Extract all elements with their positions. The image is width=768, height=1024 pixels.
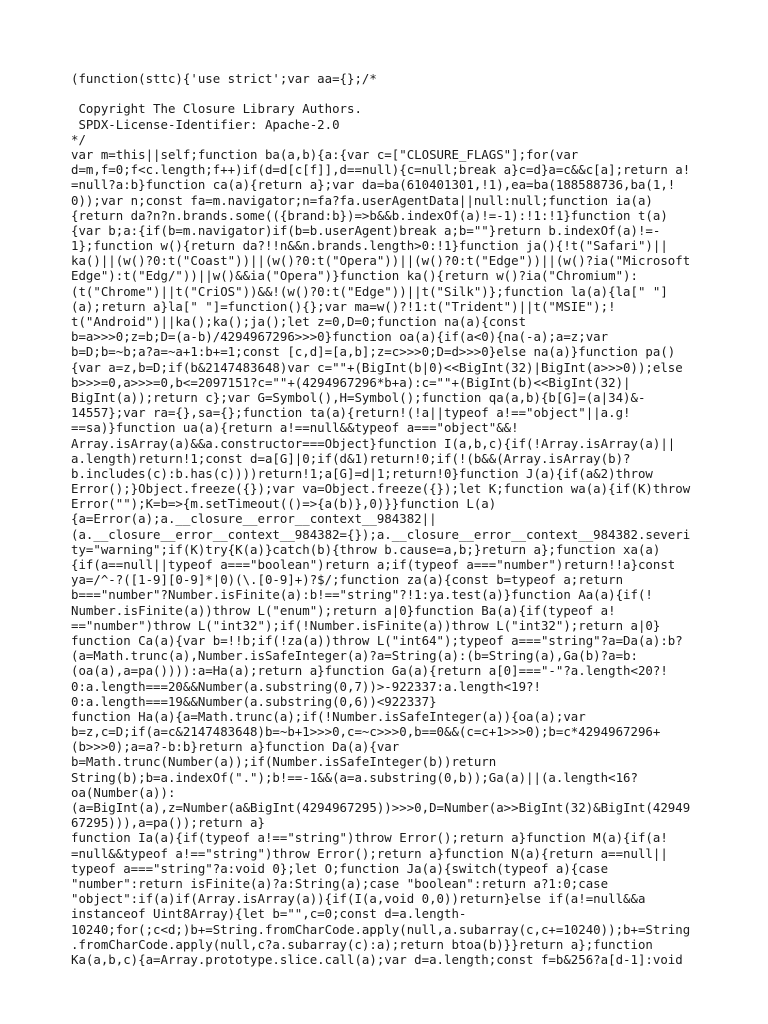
code-line: b=D;b=~b;a?a=~a+1:b+=1;const [c,d]=[a,b];z=c>>>0;D=d>>>0}else na(a)}function pa() — [71, 344, 676, 360]
code-line: Error("");K=b=>{m.setTimeout(()=>{a(b)},0)}}function L(a) — [71, 496, 497, 512]
code-line: Array.isArray(a)&&a.constructor===Object}function I(a,b,c){if(!Array.isArray(a)|| — [71, 435, 676, 451]
code-line: d=m,f=0;f<c.length;f++)if(d=d[c[f]],d==null){c=null;break a}c=d}a=c&&c[a];return a! — [71, 162, 691, 178]
code-line: oa(Number(a)): — [71, 784, 176, 800]
code-line: (a=Math.trunc(a),Number.isSafeInteger(a)?a=String(a):(b=String(a),Ga(b)?a=b: — [71, 648, 638, 664]
code-line: (t("Chrome")||t("CriOS"))&&!(w()?0:t("Edge"))||t("Silk")};function la(a){la[" "] — [71, 283, 668, 299]
code-line: =null&&typeof a!=="string")throw Error();return a}function N(a){return a==null|| — [71, 845, 668, 861]
code-line: =null?a:b}function ca(a){return a};var da=ba(610401301,!1),ea=ba(188588736,ba(1,! — [71, 177, 676, 193]
code-line: {a=Error(a);a.__closure__error__context__984382|| — [71, 511, 437, 527]
code-line: "number":return isFinite(a)?a:String(a);case "boolean":return a?1:0;case — [71, 875, 609, 891]
code-line: function Ia(a){if(typeof a!=="string")throw Error();return a}function M(a){if(a! — [71, 830, 668, 846]
code-line: SPDX-License-Identifier: Apache-2.0 — [71, 116, 340, 132]
code-line: 67295))),a=pa());return a} — [71, 815, 265, 831]
code-line: b>>>=0,a>>>=0,b<=2097151?c=""+(4294967296*b+a):c=""+(BigInt(b)<<BigInt(32)| — [71, 374, 631, 390]
code-line: ty="warning";if(K)try{K(a)}catch(b){throw b.cause=a,b;}return a};function xa(a) — [71, 541, 661, 557]
code-line: 14557};var ra={},sa={};function ta(a){return!(!a||typeof a!=="object"||a.g! — [71, 405, 631, 421]
code-line: b=Math.trunc(Number(a));if(Number.isSafeInteger(b))return — [71, 754, 497, 770]
code-line: 0));var n;const fa=m.navigator;n=fa?fa.userAgentData||null:null;function ia(a) — [71, 192, 653, 208]
code-line: b=z,c=D;if(a=c&2147483648)b=~b+1>>>0,c=~c>>>0,b==0&&(c=c+1>>>0);b=c*4294967296+ — [71, 724, 661, 740]
code-line: (oa(a),a=pa()))):a=Ha(a);return a}function Ga(a){return a[0]==="-"?a.length<20?! — [71, 663, 668, 679]
code-line: Ka(a,b,c){a=Array.prototype.slice.call(a);var d=a.length;const f=b&256?a[d-1]:void — [71, 951, 683, 967]
code-line: {if(a==null||typeof a==="boolean")return a;if(typeof a==="number")return!!a}const — [71, 557, 676, 572]
code-line: (function(sttc){'use strict';var aa={};/* — [71, 71, 377, 86]
code-line: 10240;for(;c<d;)b+=String.fromCharCode.apply(null,a.subarray(c,c+=10240));b+=String — [71, 921, 691, 937]
code-line: 0:a.length===19&&Number(a.substring(0,6))<922337} — [71, 693, 437, 709]
code-line: {return da?n?n.brands.some(({brand:b})=>b&&b.indexOf(a)!=-1):!1:!1}function t(a) — [71, 207, 668, 223]
code-line: b=a>>>0;z=b;D=(a-b)/4294967296>>>0}function oa(a){if(a<0){na(-a);a=z;var — [71, 329, 609, 345]
code-line: Number.isFinite(a))throw L("enum");return a|0}function Ba(a){if(typeof a! — [71, 602, 616, 618]
code-line: function Ca(a){var b=!!b;if(!za(a))throw L("int64");typeof a==="string"?a=Da(a):b? — [71, 632, 683, 648]
code-line: Error();}Object.freeze({});var va=Object.freeze({});let K;function wa(a){if(K)throw — [71, 481, 691, 497]
code-line: (a=BigInt(a),z=Number(a&BigInt(4294967295))>>>0,D=Number(a>>BigInt(32)&BigInt(42949 — [71, 800, 691, 815]
code-line: (a.__closure__error__context__984382={});a.__closure__error__context__984382.severi — [71, 526, 691, 542]
source-code-text — [71, 71, 711, 967]
code-line: {var b;a:{if(b=m.navigator)if(b=b.userAgent)break a;b=""}return b.indexOf(a)!=- — [71, 222, 661, 238]
code-line: function Ha(a){a=Math.trunc(a);if(!Number.isSafeInteger(a)){oa(a);var — [71, 708, 586, 724]
code-line: b.includes(c):b.has(c))))return!1;a[G]=d|1;return!0}function J(a){if(a&2)throw — [71, 465, 653, 481]
code-line: 0:a.length===20&&Number(a.substring(0,7))>-922337:a.length<19?! — [71, 678, 541, 694]
code-line: "object":if(a)if(Array.isArray(a)){if(I(a,void 0,0))return}else if(a!=null&&a — [71, 891, 646, 907]
code-line: t("Android")||ka();ka();ja();let z=0,D=0;function na(a){const — [71, 314, 527, 329]
code-line: instanceof Uint8Array){let b="",c=0;const d=a.length- — [71, 906, 467, 922]
code-line: =="number")throw L("int32");if(!Number.isFinite(a))throw L("int32");return a|0} — [71, 617, 661, 633]
code-line: ==sa)}function ua(a){return a!==null&&typeof a==="object"&&! — [71, 420, 519, 436]
code-line: ka()||(w()?0:t("Coast"))||(w()?0:t("Opera"))||(w()?0:t("Edge"))||(w()?ia("Microsoft — [71, 253, 691, 269]
code-line: Edge"):t("Edg/"))||w()&&ia("Opera")}function ka(){return w()?ia("Chromium"): — [71, 268, 638, 284]
code-line: (b>>>0);a=a?-b:b}return a}function Da(a){var — [71, 739, 400, 755]
code-line: BigInt(a));return c};var G=Symbol(),H=Symbol();function qa(a,b){b[G]=(a|34)&- — [71, 389, 646, 405]
code-line: b==="number"?Number.isFinite(a):b!=="string"?!1:ya.test(a)}function Aa(a){if(! — [71, 587, 653, 603]
code-line: {var a=z,b=D;if(b&2147483648)var c=""+(BigInt(b|0)<<BigInt(32)|BigInt(a>>>0));else — [71, 359, 683, 375]
code-line: a.length)return!1;const d=a[G]|0;if(d&1)return!0;if(!(b&&(Array.isArray(b)? — [71, 450, 631, 466]
code-line: .fromCharCode.apply(null,c?a.subarray(c):a);return btoa(b)}}return a};function — [71, 936, 653, 952]
code-line: String(b);b=a.indexOf(".");b!==-1&&(a=a.substring(0,b));Ga(a)||(a.length<16? — [71, 769, 638, 785]
code-line: 1};function w(){return da?!!n&&n.brands.length>0:!1}function ja(){!t("Safari")|| — [71, 238, 668, 254]
code-line: typeof a==="string"?a:void 0};let O;function Ja(a){switch(typeof a){case — [71, 860, 609, 876]
code-line: (a);return a}la[" "]=function(){};var ma=w()?!1:t("Trident")||t("MSIE");! — [71, 298, 616, 314]
code-line: var m=this||self;function ba(a,b){a:{var c=["CLOSURE_FLAGS"];for(var — [71, 146, 579, 162]
code-line: Copyright The Closure Library Authors. — [71, 101, 362, 117]
code-line: */ — [71, 131, 86, 147]
code-line: ya=/^-?([1-9][0-9]*|0)(\.[0-9]+)?$/;function za(a){const b=typeof a;return — [71, 572, 624, 588]
code-line — [71, 86, 711, 101]
